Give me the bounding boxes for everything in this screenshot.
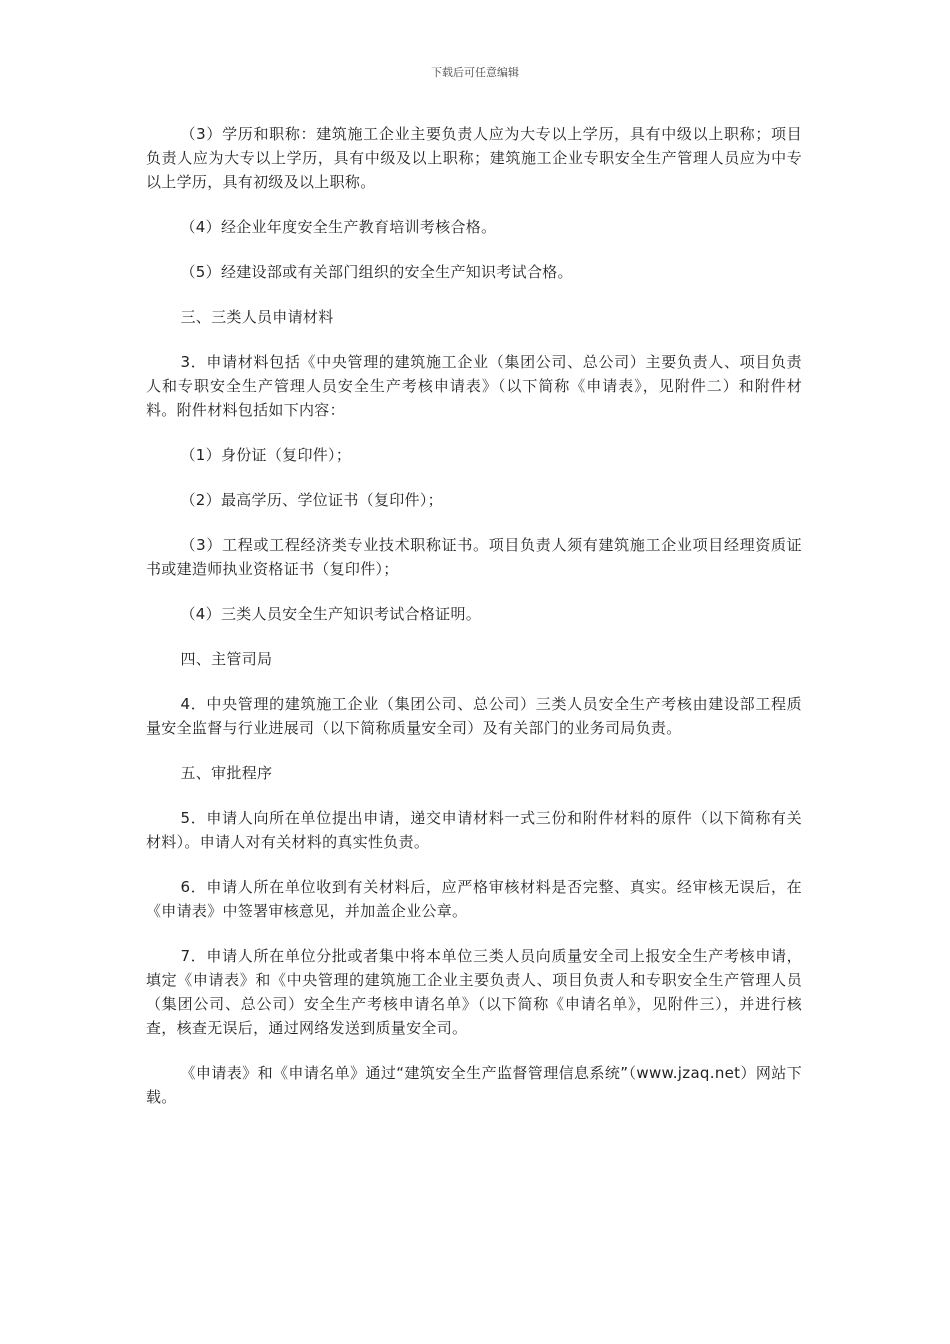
section-heading-procedure: 五、审批程序 [180, 764, 273, 782]
paragraph-download-note: 《申请表》和《申请名单》通过“建筑安全生产监督管理信息系统”（www.jzaq.net）网站下载。 [146, 1064, 802, 1106]
document-body [146, 122, 802, 1109]
paragraph-exam-proof: （4）三类人员安全生产知识考试合格证明。 [180, 605, 482, 623]
paragraph-materials-list: 3．申请材料包括《中央管理的建筑施工企业（集团公司、总公司）主要负责人、项目负责人和专职安全生产管理人员安全生产考核申请表》（以下简称《申请表》，见附件二）和附件材料。附件材料包括如下内容： [146, 353, 802, 419]
section-heading-authority: 四、主管司局 [180, 650, 273, 668]
paragraph-procedure-6: 6．申请人所在单位收到有关材料后，应严格审核材料是否完整、真实。经审核无误后，在《申请表》中签署审核意见，并加盖企业公章。 [146, 878, 802, 920]
paragraph-knowledge-exam: （5）经建设部或有关部门组织的安全生产知识考试合格。 [180, 263, 573, 281]
page-header: 下载后可任意编辑 [431, 66, 519, 79]
paragraph-procedure-5: 5．申请人向所在单位提出申请，递交申请材料一式三份和附件材料的原件（以下简称有关材料）。申请人对有关材料的真实性负责。 [146, 809, 802, 851]
paragraph-title-certificate: （3）工程或工程经济类专业技术职称证书。项目负责人须有建筑施工企业项目经理资质证书或建造师执业资格证书（复印件）； [146, 536, 802, 578]
section-heading-materials: 三、三类人员申请材料 [180, 308, 334, 326]
paragraph-degree-certificate: （2）最高学历、学位证书（复印件）； [180, 491, 443, 509]
paragraph-id-card: （1）身份证（复印件）； [180, 446, 352, 464]
paragraph-procedure-7: 7．申请人所在单位分批或者集中将本单位三类人员向质量安全司上报安全生产考核申请，填定《申请表》和《中央管理的建筑施工企业主要负责人、项目负责人和专职安全生产管理人员（集团公司、总公司）安全生产考核申请名单》（以下简称《申请名单》，见附件三），并进行核查，核查无误后，通过网络发送到质量安全司。 [146, 947, 802, 1037]
paragraph-education-title: （3）学历和职称：建筑施工企业主要负责人应为大专以上学历，具有中级以上职称；项目负责人应为大专以上学历，具有中级及以上职称；建筑施工企业专职安全生产管理人员应为中专以上学历，具有初级及以上职称。 [146, 125, 802, 191]
paragraph-authority: 4．中央管理的建筑施工企业（集团公司、总公司）三类人员安全生产考核由建设部工程质量安全监督与行业进展司（以下简称质量安全司）及有关部门的业务司局负责。 [146, 695, 802, 737]
paragraph-annual-training: （4）经企业年度安全生产教育培训考核合格。 [180, 218, 497, 236]
